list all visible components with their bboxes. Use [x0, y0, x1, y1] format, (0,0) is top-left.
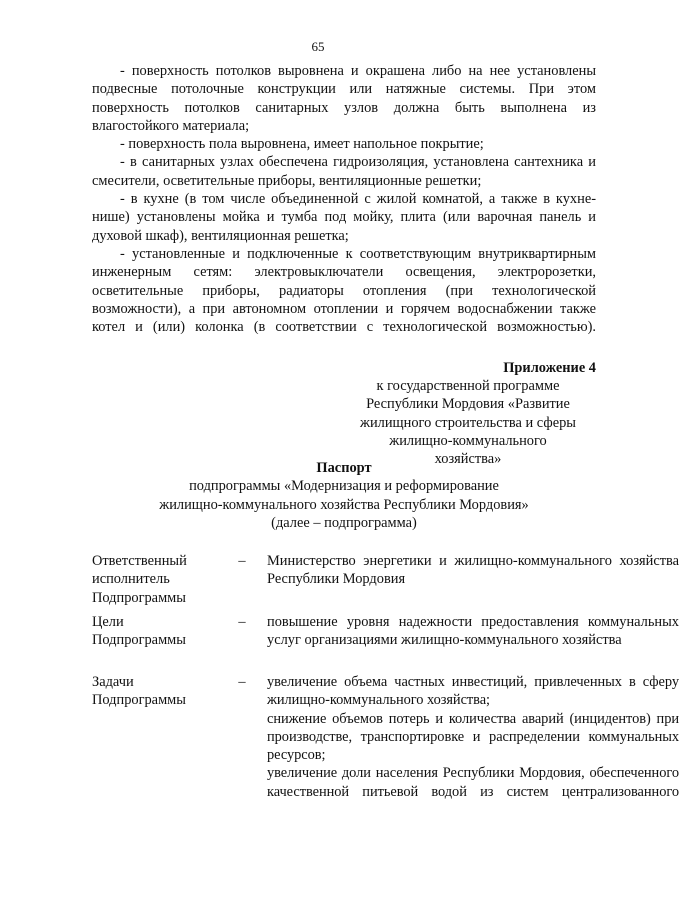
task-item: увеличение доли населения Республики Мордовия, обеспеченного качественной питьевой водой из систем централизованного [267, 765, 679, 800]
passport-subtitle-line: подпрограммы «Модернизация и реформирование [189, 478, 499, 495]
passport-subtitle-line: жилищно-коммунального хозяйства Республики Мордовия» [159, 496, 529, 513]
appendix-line: жилищно-коммунального [389, 432, 547, 449]
row-label: Задачи Подпрограммы [92, 674, 186, 709]
row-label: Цели Подпрограммы [92, 614, 186, 649]
requirement-floor: - поверхность пола выровнена, имеет напольное покрытие; [120, 136, 484, 153]
task-item: снижение объемов потерь и количества аварий (инцидентов) при производстве, транспортировке и распределении коммунальных ресурсов; [267, 710, 679, 764]
task-item: увеличение объема частных инвестиций, привлеченных в сферу жилищно-коммунального хозяйства; [267, 674, 679, 709]
appendix-line: хозяйства» [434, 451, 502, 468]
appendix-line: к государственной программе [376, 378, 560, 395]
appendix-block [340, 359, 596, 468]
passport-title: Паспорт [316, 460, 372, 476]
row-dash: – [238, 614, 246, 630]
row-dash: – [238, 553, 246, 569]
row-dash: – [238, 674, 246, 690]
appendix-line: жилищного строительства и сферы [360, 414, 576, 431]
requirement-engineering: - установленные и подключенные к соответствующим внутриквартирным инженерным сетям: электровыключатели освещения, электророзетки, осветительные приборы, радиаторы отопления (при технологической возможности), а при автономном отоплении и горячем водоснабжении также котел и (или) колонка (в соответствии с технологической возможностью). [92, 245, 596, 336]
passport-subtitle-line: (далее – подпрограмма) [271, 514, 417, 531]
requirement-kitchen: - в кухне (в том числе объединенной с жилой комнатой, а также в кухне-нише) установлены мойка и тумба под мойку, плита (или варочная панель и духовой шкаф), вентиляционная решетка; [92, 191, 596, 244]
requirements-list [92, 62, 596, 336]
row-value: повышение уровня надежности предоставления коммунальных услуг организациями жилищно-коммунального хозяйства [267, 614, 679, 649]
row-label: Ответственный исполнитель Подпрограммы [92, 553, 187, 606]
page-number: 65 [311, 39, 325, 54]
requirement-sanitary: - в санитарных узлах обеспечена гидроизоляция, установлена сантехника и смесители, осветительные приборы, вентиляционные решетки; [92, 154, 596, 189]
requirement-ceiling: - поверхность потолков выровнена и окрашена либо на нее установлены подвесные потолочные конструкции или натяжные системы. При этом поверхность потолков санитарных узлов должна быть выполнена из влагостойкого материала; [92, 63, 596, 134]
row-value [267, 673, 679, 801]
appendix-line: Республики Мордовия «Развитие [366, 396, 570, 413]
appendix-heading: Приложение 4 [503, 360, 596, 376]
passport-header [92, 459, 596, 532]
row-value: Министерство энергетики и жилищно-коммунального хозяйства Республики Мордовия [267, 553, 679, 588]
